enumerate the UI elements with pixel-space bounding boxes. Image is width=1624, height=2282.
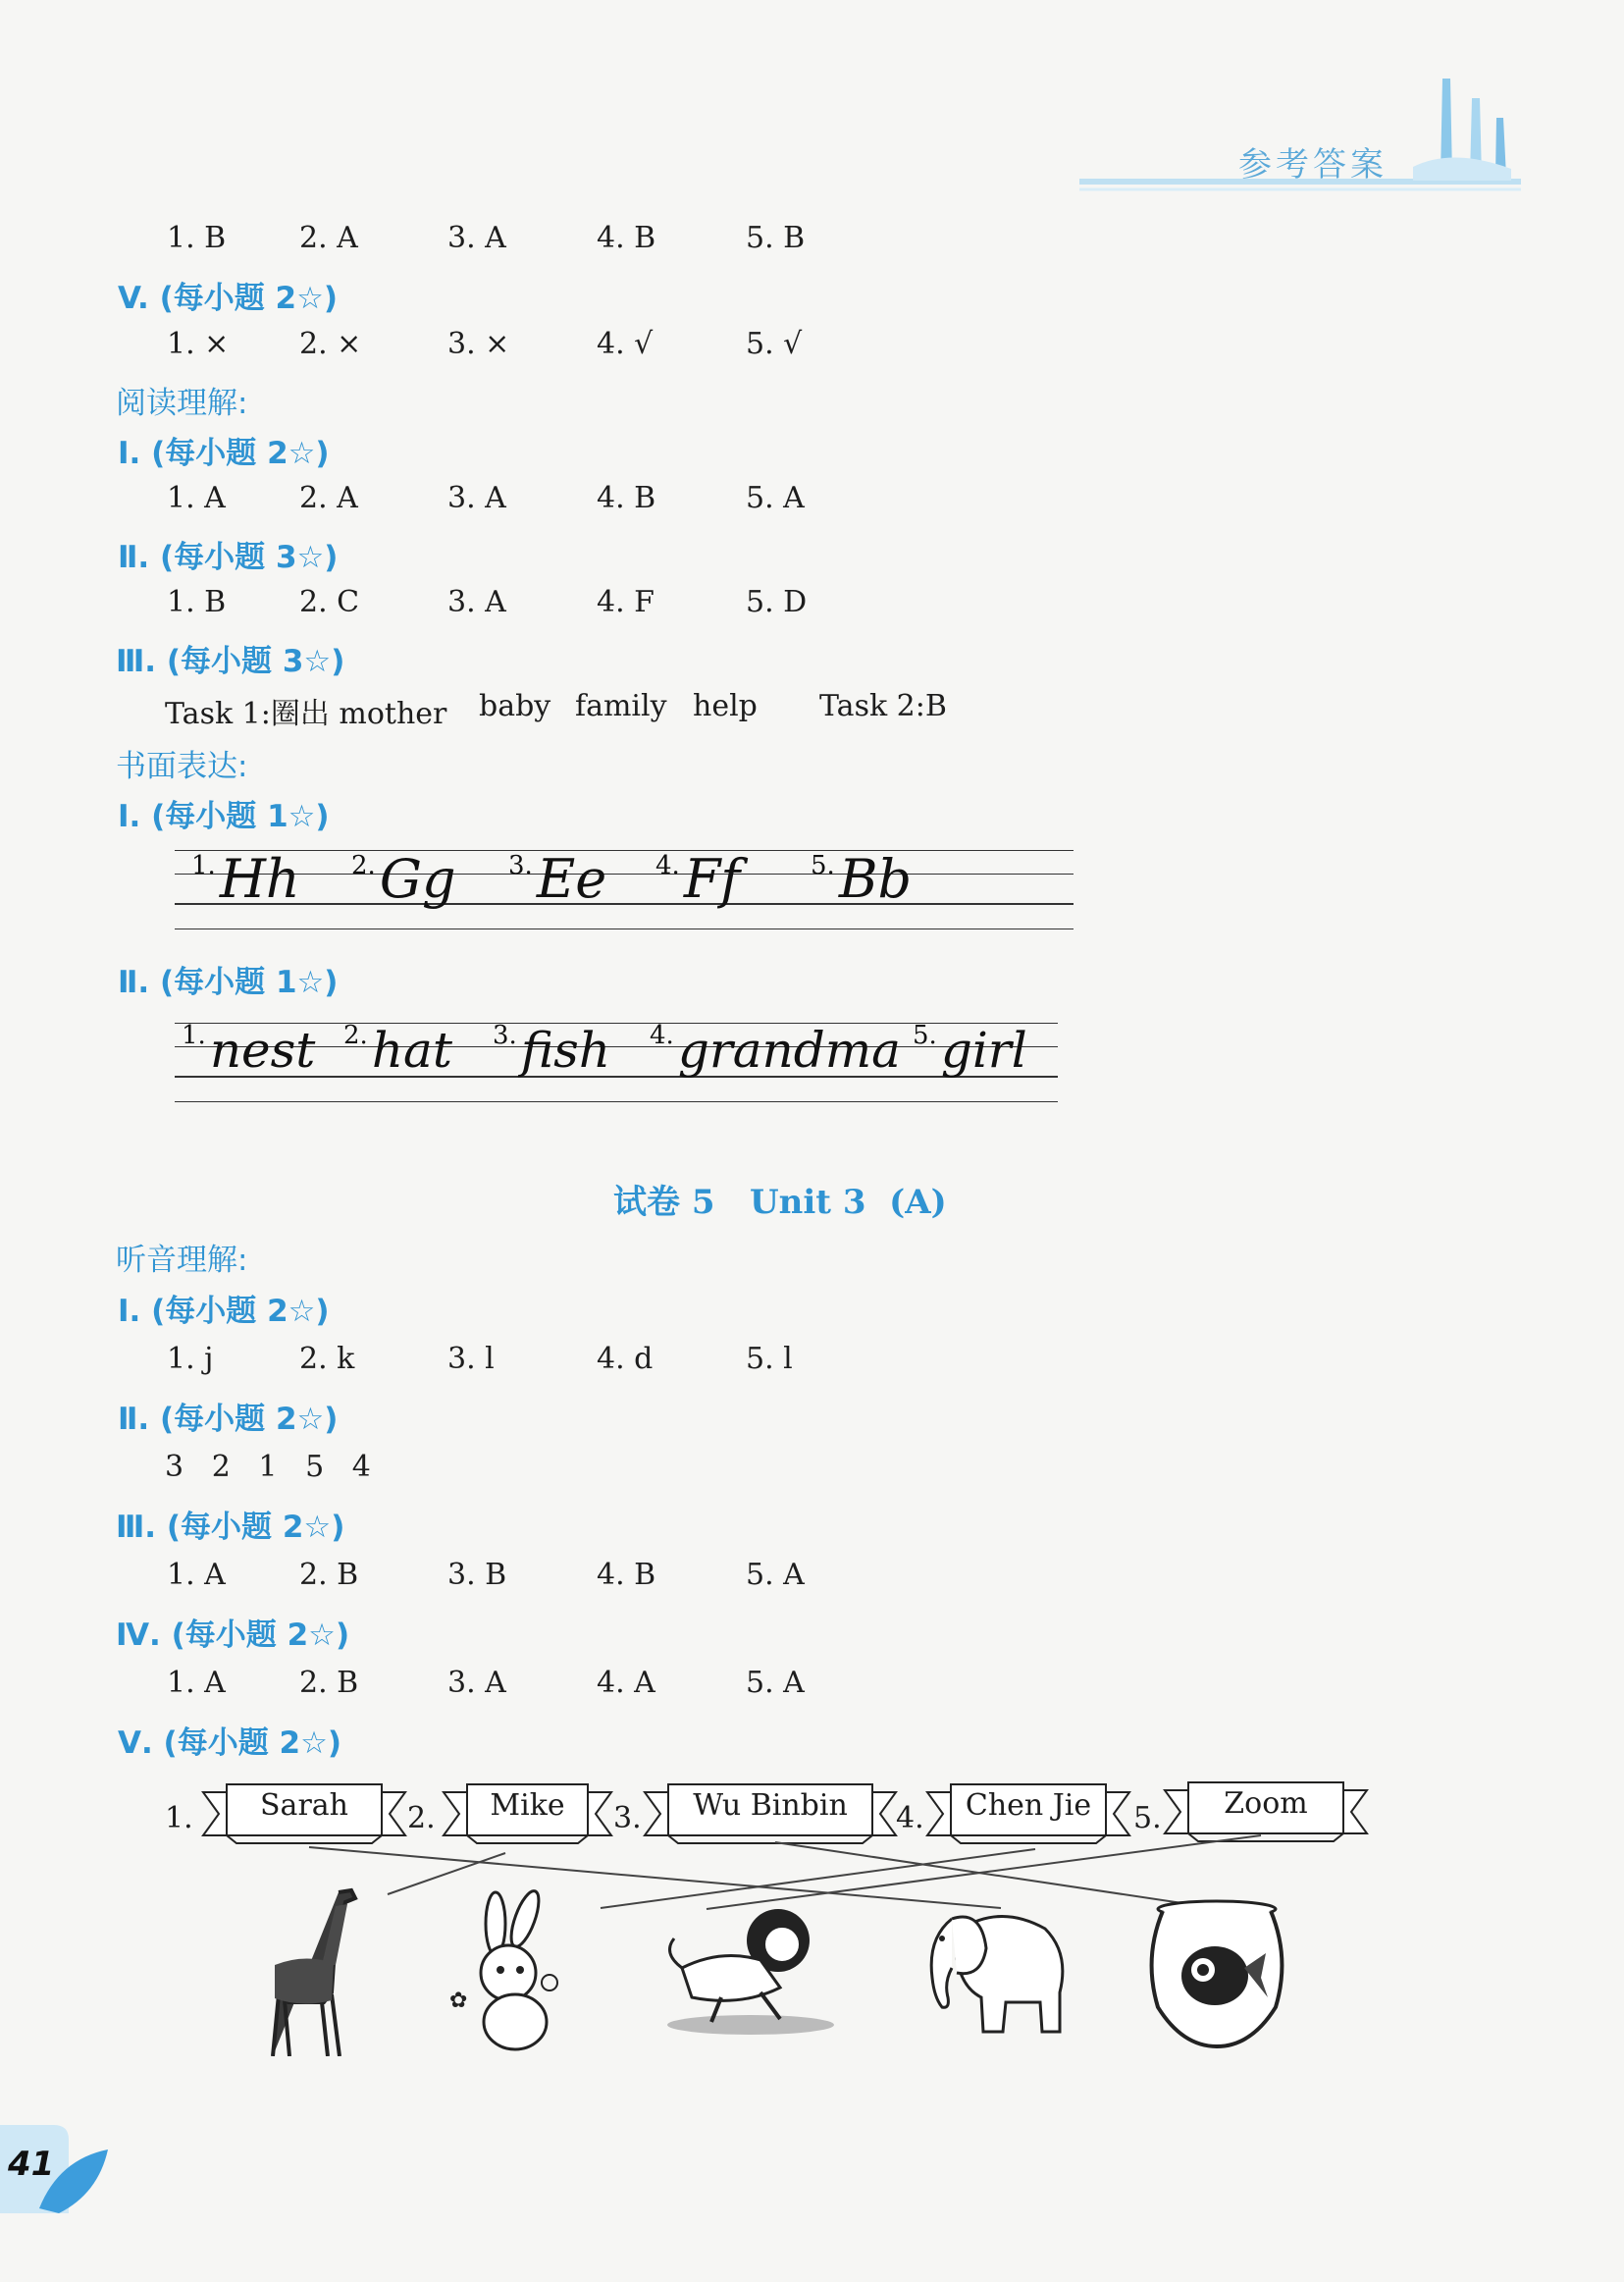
name-banner: Mike bbox=[490, 1788, 565, 1823]
answer-item: 4. B bbox=[597, 221, 656, 255]
section-label: Ⅴ. (每小题 2☆) bbox=[118, 1725, 342, 1761]
handwritten-letter: $^{1.}$Hh bbox=[191, 848, 300, 910]
section-label: Ⅳ. (每小题 2☆) bbox=[116, 1618, 350, 1653]
test-title: 试卷 5 Unit 3 (A) bbox=[613, 1183, 947, 1222]
fish-bowl-icon bbox=[1138, 1899, 1295, 2051]
answer-item: 3. B bbox=[447, 1558, 507, 1592]
answer-item: 5. B bbox=[746, 221, 806, 255]
answer-item: 1. A bbox=[167, 1666, 226, 1700]
section-label: Ⅰ. (每小题 2☆) bbox=[118, 1294, 330, 1329]
header-title: 参考答案 bbox=[1238, 145, 1388, 185]
answer-item: 5. D bbox=[746, 585, 808, 619]
name-banner: Wu Binbin bbox=[693, 1788, 848, 1823]
handwritten-word: $^{2.}$hat bbox=[343, 1021, 452, 1079]
answer-item: 1. j bbox=[167, 1342, 214, 1376]
banner-number: 2. bbox=[407, 1801, 436, 1835]
answer-item: 2. B bbox=[299, 1666, 359, 1700]
answer-item: 3. A bbox=[447, 481, 506, 515]
giraffe-icon bbox=[245, 1884, 373, 2056]
svg-text:✿: ✿ bbox=[449, 1989, 468, 2013]
answer-item: 4. F bbox=[597, 585, 655, 619]
answer-item: 2. B bbox=[299, 1558, 359, 1592]
answer-item: 4. B bbox=[597, 1558, 656, 1592]
banner-number: 5. bbox=[1133, 1801, 1162, 1835]
answer-item: 1. × bbox=[167, 327, 230, 361]
task1-word: baby bbox=[479, 689, 551, 723]
answer-item: 3. × bbox=[447, 327, 510, 361]
task2-text: Task 2:B bbox=[819, 689, 947, 723]
name-banner: Chen Jie bbox=[965, 1788, 1092, 1823]
rabbit-icon bbox=[442, 1889, 579, 2056]
answer-item: 4. A bbox=[597, 1666, 655, 1700]
answer-item: 5. A bbox=[746, 481, 805, 515]
answer-item: 1. B bbox=[167, 585, 227, 619]
task1-word: family bbox=[575, 689, 667, 723]
answer-item: 3. A bbox=[447, 585, 506, 619]
answer-item: 5. A bbox=[746, 1666, 805, 1700]
elephant-icon bbox=[913, 1899, 1074, 2042]
answer-item: 4. d bbox=[597, 1342, 654, 1376]
answer-item: 1. A bbox=[167, 1558, 226, 1592]
handwritten-letter: $^{3.}$Ee bbox=[508, 848, 607, 910]
answer-item: 3. A bbox=[447, 1666, 506, 1700]
name-banner: Sarah bbox=[260, 1788, 348, 1823]
section-label: Ⅰ. (每小题 2☆) bbox=[118, 436, 330, 471]
handwritten-letter: $^{4.}$Ff bbox=[655, 848, 741, 910]
answer-item: 5. A bbox=[746, 1558, 805, 1592]
section-heading: 听音理解: bbox=[116, 1243, 248, 1278]
banner-number: 1. bbox=[165, 1801, 193, 1835]
answer-item: 4. √ bbox=[597, 327, 654, 361]
answer-item: 5. l bbox=[746, 1342, 793, 1376]
task1-word: help bbox=[693, 689, 758, 723]
section-heading: 书面表达: bbox=[116, 749, 248, 784]
section-label: Ⅱ. (每小题 3☆) bbox=[118, 540, 339, 575]
answer-item: 1. A bbox=[167, 481, 226, 515]
section-heading: 阅读理解: bbox=[116, 386, 248, 421]
section-label: Ⅰ. (每小题 1☆) bbox=[118, 799, 330, 834]
handwritten-word: $^{3.}$fish bbox=[493, 1021, 611, 1079]
section-label: Ⅲ. (每小题 3☆) bbox=[116, 644, 345, 679]
answer-item: 2. × bbox=[299, 327, 362, 361]
banner-number: 3. bbox=[613, 1801, 642, 1835]
lion-icon bbox=[653, 1899, 839, 2037]
answer-item: 4. B bbox=[597, 481, 656, 515]
answer-item: 2. A bbox=[299, 221, 358, 255]
answer-item: 3. A bbox=[447, 221, 506, 255]
answer-item: 1. B bbox=[167, 221, 227, 255]
handwritten-letter: $^{5.}$Bb bbox=[811, 848, 913, 910]
section-label: Ⅱ. (每小题 2☆) bbox=[118, 1402, 339, 1437]
section-label: V. (每小题 2☆) bbox=[118, 281, 339, 316]
page-number: 41 bbox=[8, 2145, 55, 2184]
answer-item: 2. k bbox=[299, 1342, 355, 1376]
handwritten-letter: $^{2.}$Gg bbox=[351, 848, 456, 910]
answer-item: 5. √ bbox=[746, 327, 803, 361]
handwritten-word: $^{4.}$grandma bbox=[650, 1021, 901, 1079]
handwritten-word: $^{1.}$nest bbox=[182, 1021, 316, 1079]
order-answer: 3 2 1 5 4 bbox=[165, 1450, 371, 1484]
name-banner: Zoom bbox=[1224, 1786, 1308, 1821]
answer-item: 2. A bbox=[299, 481, 358, 515]
task1-text: Task 1:圈出 mother bbox=[165, 697, 447, 731]
section-label: Ⅱ. (每小题 1☆) bbox=[118, 965, 339, 1000]
handwritten-word: $^{5.}$girl bbox=[913, 1021, 1027, 1079]
section-label: Ⅲ. (每小题 2☆) bbox=[116, 1510, 345, 1545]
banner-number: 4. bbox=[896, 1801, 924, 1835]
answer-item: 2. C bbox=[299, 585, 360, 619]
answer-item: 3. l bbox=[447, 1342, 495, 1376]
